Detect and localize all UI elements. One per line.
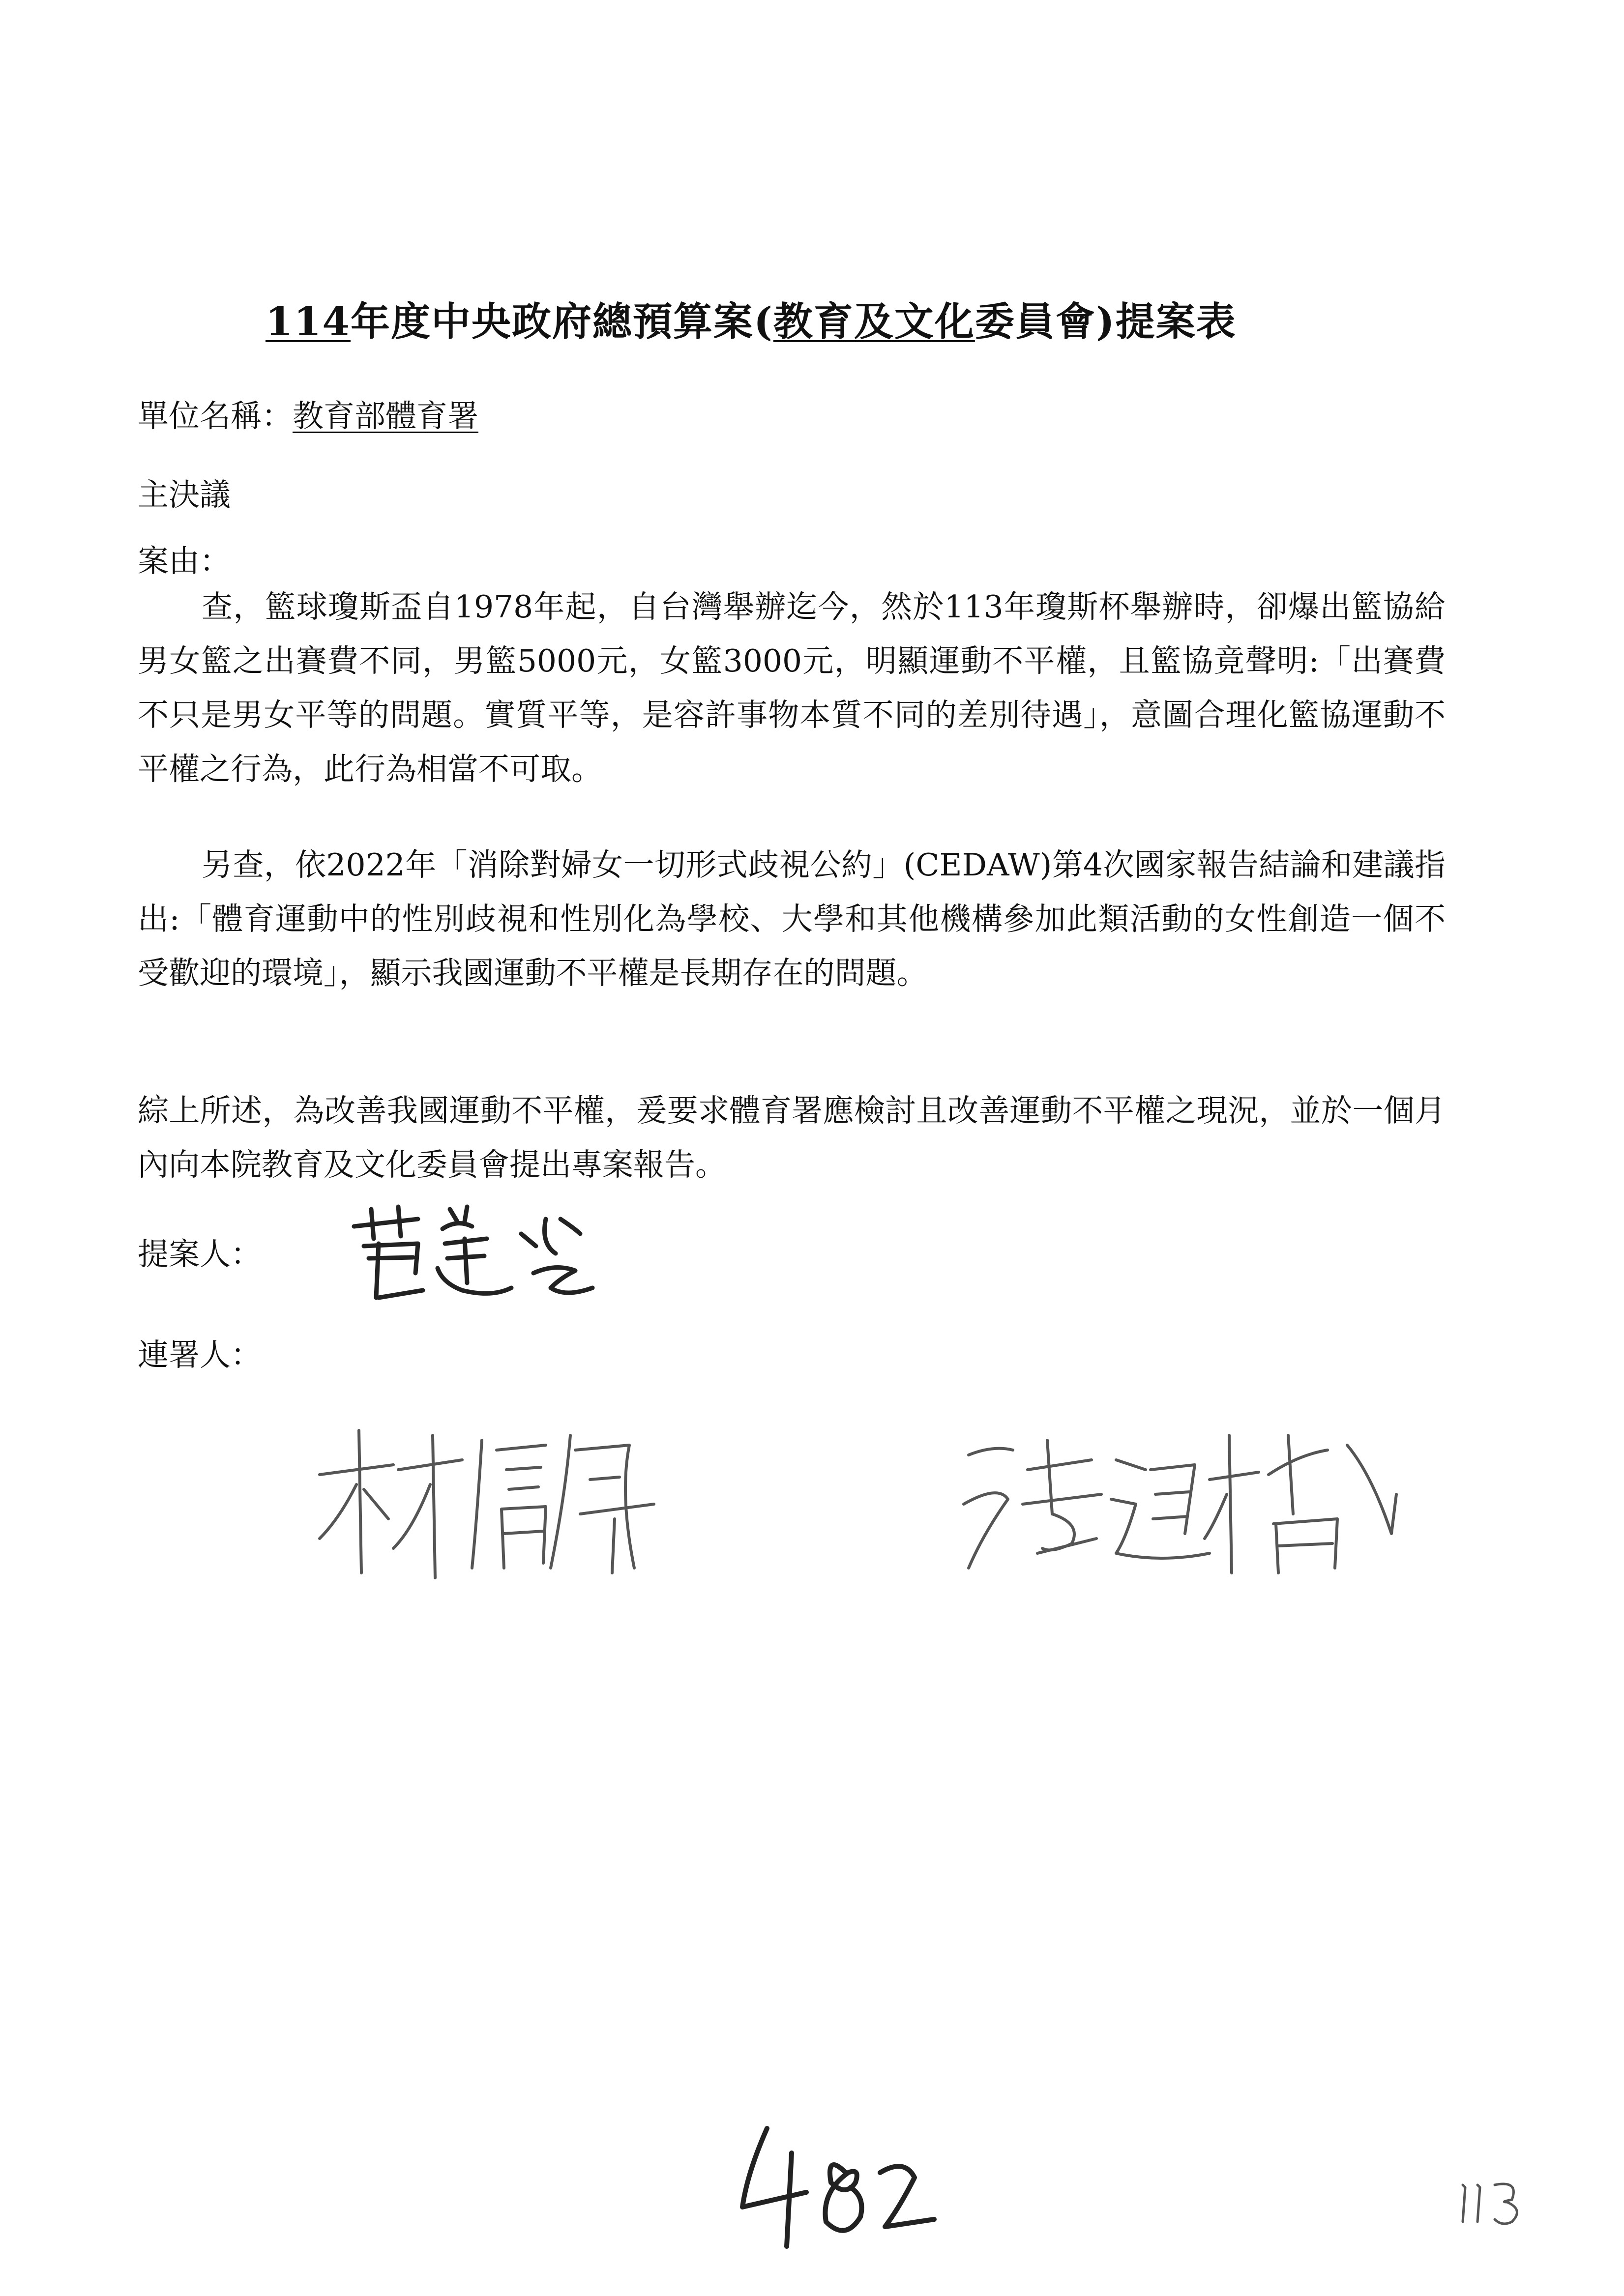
cosigner-label: 連署人： xyxy=(138,1337,262,1373)
cosigner-signature-1 xyxy=(315,1421,659,1583)
unit-row xyxy=(138,398,478,434)
reason-paragraph-1: 查，籃球瓊斯盃自1978年起，自台灣舉辦迄今，然於113年瓊斯杯舉辦時，卻爆出籃協給男女籃之出賽費不同，男籃5000元，女籃3000元，明顯運動不平權，且籃協竟聲明:「出賽費不只是男女平等的問題。實質平等，是容許事物本質不同的差別待遇」，意圖合理化籃協運動不平權之行為，此行為相當不可取。 xyxy=(138,589,1446,787)
handwritten-number xyxy=(733,2114,939,2251)
title-committee: 教育及文化 xyxy=(773,298,975,345)
title-part1: 年度中央政府總預算案( xyxy=(351,298,773,345)
page-number xyxy=(1455,2173,1529,2227)
unit-label: 單位名稱： xyxy=(138,398,293,434)
form-title xyxy=(266,290,1396,347)
resolution-type: 主決議 xyxy=(138,477,231,513)
reason-label: 案由： xyxy=(138,543,231,579)
conclusion-paragraph: 綜上所述，為改善我國運動不平權，爰要求體育署應檢討且改善運動不平權之現況，並於一個月內向本院教育及文化委員會提出專案報告。 xyxy=(138,1093,1446,1183)
unit-value: 教育部體育署 xyxy=(293,398,478,434)
proposer-label: 提案人： xyxy=(138,1236,262,1272)
reason-paragraph-2: 另查，依2022年「消除對婦女一切形式歧視公約」(CEDAW)第4次國家報告結論和建議指出:「體育運動中的性別歧視和性別化為學校、大學和其他機構參加此類活動的女性創造一個不受歡迎的環境」，顯示我國運動不平權是長期存在的問題。 xyxy=(138,847,1446,991)
title-part2: 委員會)提案表 xyxy=(974,298,1237,345)
title-year: 114 xyxy=(266,298,351,345)
proposer-signature xyxy=(344,1199,600,1308)
cosigner-signature-2 xyxy=(954,1425,1406,1583)
